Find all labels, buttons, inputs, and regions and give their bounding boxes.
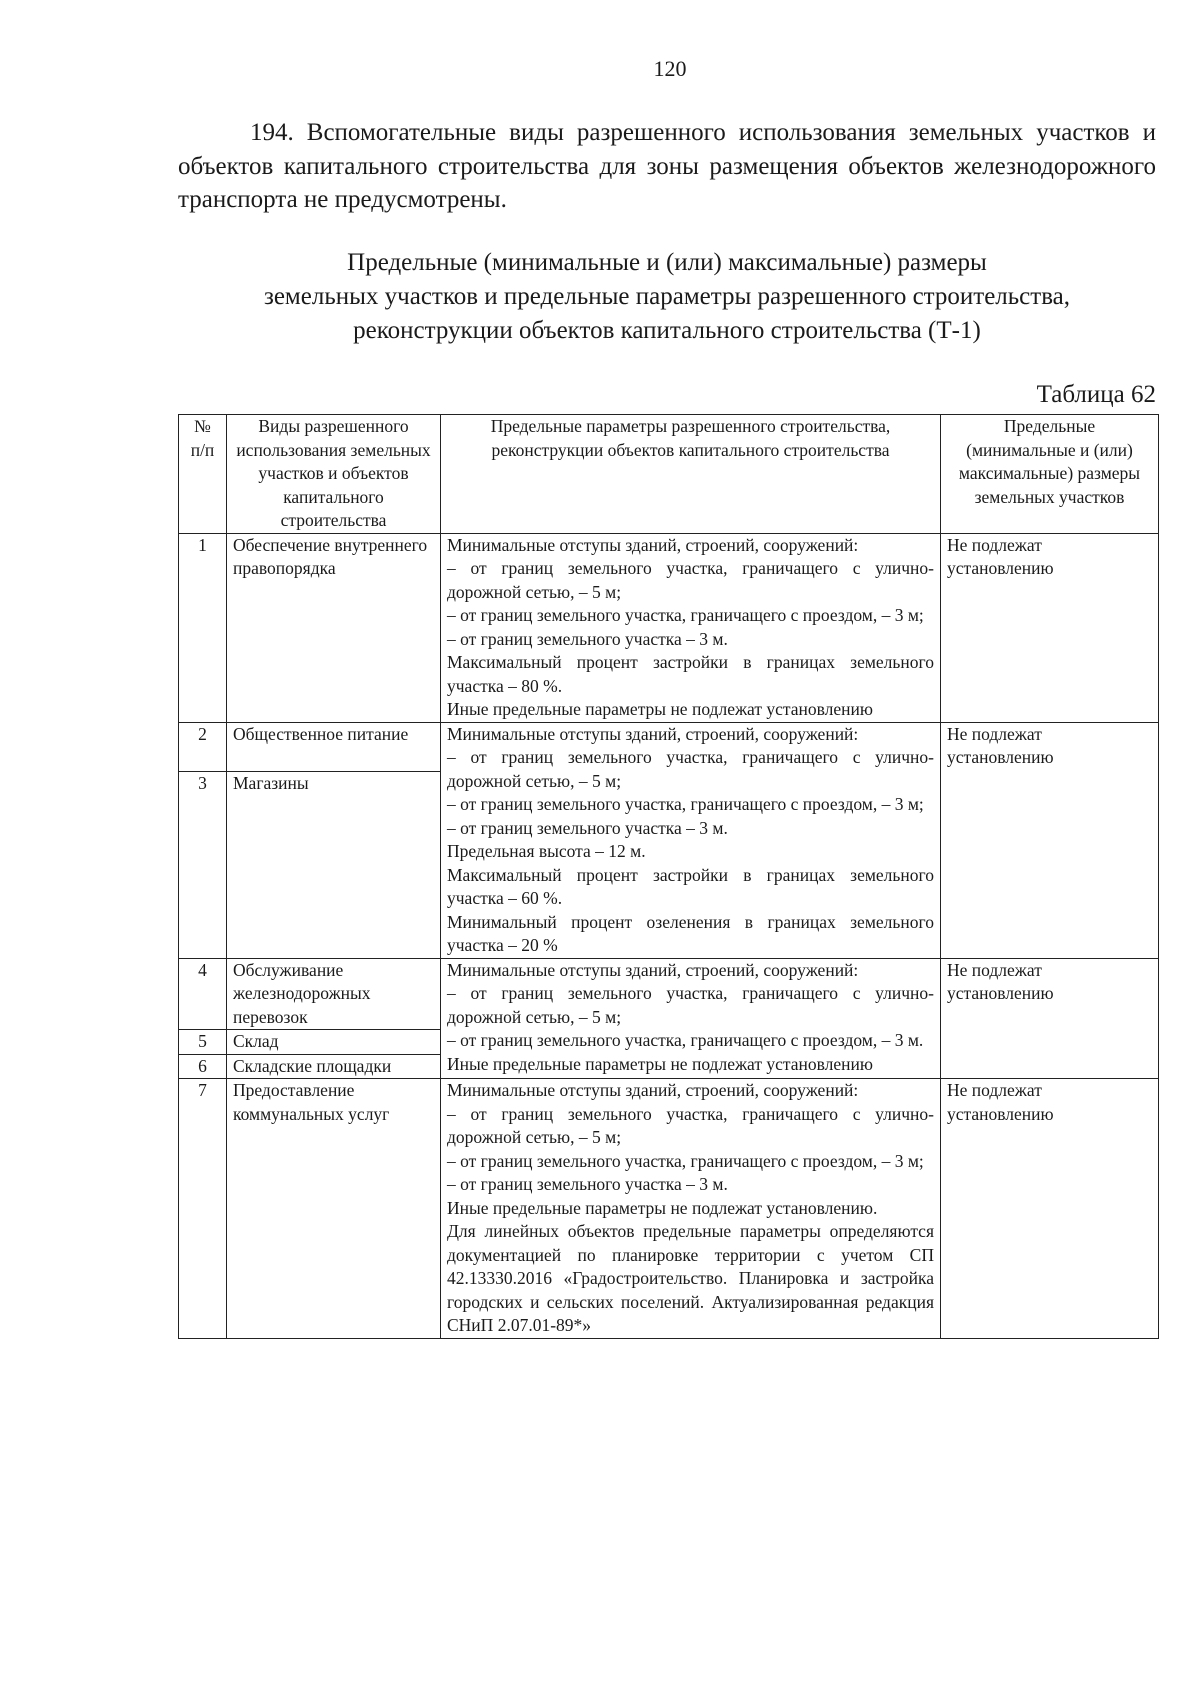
param-line: – от границ земельного участка, граничащего с улично-дорожной сетью, – 5 м; <box>447 558 934 602</box>
header-parameters: Предельные параметры разрешенного строительства, реконструкции объектов капитального строительства <box>441 415 941 534</box>
row-number: 6 <box>179 1054 227 1079</box>
heading-line: Предельные (минимальные и (или) максимальные) размеры <box>347 249 987 276</box>
param-line: – от границ земельного участка, граничащего с проездом, – 3 м. <box>447 1030 924 1050</box>
row-number: 3 <box>179 771 227 958</box>
param-line: – от границ земельного участка – 3 м. <box>447 628 728 649</box>
param-line: – от границ земельного участка, граничащего с улично-дорожной сетью, – 5 м; <box>447 747 934 791</box>
row-plot-sizes: Не подлежат установлению <box>941 958 1159 1079</box>
param-line: Предельная высота – 12 м. <box>447 841 646 861</box>
row-plot-sizes: Не подлежат установлению <box>941 533 1159 722</box>
table-row <box>179 1079 1159 1339</box>
row-use-type: Склад <box>227 1030 441 1055</box>
row-parameters <box>441 722 941 958</box>
param-line: – от границ земельного участка, граничащего с проездом, – 3 м; <box>447 794 924 814</box>
row-plot-sizes: Не подлежат установлению <box>941 1079 1159 1339</box>
param-line: Минимальные отступы зданий, строений, сооружений: <box>447 534 859 555</box>
param-line: Минимальные отступы зданий, строений, сооружений: <box>447 1080 859 1100</box>
row-number: 7 <box>179 1079 227 1339</box>
regulations-table <box>178 414 1159 1339</box>
param-line: – от границ земельного участка, граничащего с улично-дорожной сетью, – 5 м; <box>447 983 934 1027</box>
intro-paragraph: 194. Вспомогательные виды разрешенного использования земельных участков и объектов капитального строительства для зоны размещения объектов железнодорожного транспорта не предусмотрены. <box>178 119 1156 213</box>
header-use-type: Виды разрешенного использования земельных участков и объектов капитального строительства <box>227 415 441 534</box>
row-number: 1 <box>179 533 227 722</box>
param-line: – от границ земельного участка, граничащего с проездом, – 3 м; <box>447 1150 924 1171</box>
row-parameters <box>441 1079 941 1339</box>
param-line: Максимальный процент застройки в границах земельного участка – 60 %. <box>447 864 934 908</box>
row-parameters <box>441 533 941 722</box>
table-header-row <box>179 415 1159 534</box>
row-number: 5 <box>179 1030 227 1055</box>
row-use-type: Складские площадки <box>227 1054 441 1079</box>
row-use-type: Обеспечение внутреннего правопорядка <box>227 533 441 722</box>
row-use-type: Предоставление коммунальных услуг <box>227 1079 441 1339</box>
row-plot-sizes: Не подлежат установлению <box>941 722 1159 958</box>
row-use-type: Обслуживание железнодорожных перевозок <box>227 958 441 1030</box>
row-number: 4 <box>179 958 227 1030</box>
row-use-type: Магазины <box>227 771 441 958</box>
page-number: 120 <box>653 56 687 81</box>
param-line: Минимальные отступы зданий, строений, сооружений: <box>447 959 859 980</box>
header-plot-sizes: Предельные (минимальные и (или) максимальные) размеры земельных участков <box>941 415 1159 534</box>
table-caption: Таблица 62 <box>1036 381 1156 408</box>
table-row <box>179 958 1159 1030</box>
table-row <box>179 533 1159 722</box>
param-line: – от границ земельного участка – 3 м. <box>447 817 728 838</box>
param-line: Максимальный процент застройки в границах земельного участка – 80 %. <box>447 652 934 696</box>
param-line: Иные предельные параметры не подлежат установлению. <box>447 1197 878 1218</box>
row-parameters <box>441 958 941 1079</box>
param-line: Для линейных объектов предельные параметры определяются документацией по планировке территории с учетом СП 42.13330.2016 «Градостроительство. Планировка и застройка городских и сельских поселений. Актуализированная редакция СНиП 2.07.01-89*» <box>447 1221 934 1335</box>
table-heading <box>178 246 1156 348</box>
param-line: – от границ земельного участка, граничащего с проездом, – 3 м; <box>447 605 924 625</box>
param-line: – от границ земельного участка, граничащего с улично-дорожной сетью, – 5 м; <box>447 1103 934 1147</box>
header-number: № п/п <box>179 415 227 534</box>
heading-line: реконструкции объектов капитального строительства (Т-1) <box>353 317 981 344</box>
param-line: Иные предельные параметры не подлежат установлению <box>447 1053 873 1074</box>
row-use-type: Общественное питание <box>227 722 441 771</box>
param-line: Минимальный процент озеленения в границах земельного участка – 20 % <box>447 911 934 955</box>
param-line: – от границ земельного участка – 3 м. <box>447 1174 728 1194</box>
table-row <box>179 722 1159 771</box>
heading-line: земельных участков и предельные параметры разрешенного строительства, <box>263 283 1071 310</box>
param-line: Иные предельные параметры не подлежат установлению <box>447 699 873 719</box>
param-line: Минимальные отступы зданий, строений, сооружений: <box>447 723 859 744</box>
row-number: 2 <box>179 722 227 771</box>
